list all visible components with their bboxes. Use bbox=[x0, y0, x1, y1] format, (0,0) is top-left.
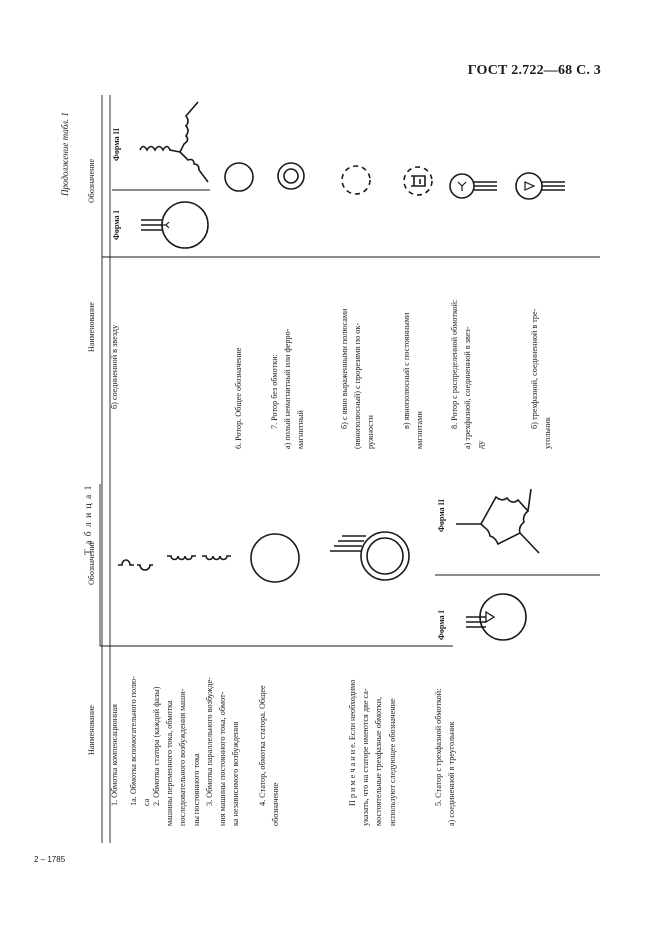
row-text: ду bbox=[476, 440, 486, 449]
row-text: б) трехфазной, соединенной в тре- bbox=[530, 308, 539, 429]
rotor-circle-icon bbox=[225, 163, 253, 191]
row-text: 3. Обмотка параллельного возбужде- bbox=[204, 677, 214, 806]
row-text: ны постоянного тока bbox=[191, 753, 201, 826]
page-header: ГОСТ 2.722—68 С. 3 bbox=[467, 63, 601, 78]
row-text: магнитами bbox=[415, 411, 425, 449]
row-text: 2. Обмотка статора (каждой фазы) bbox=[152, 686, 161, 806]
page-footer: 2 – 1785 bbox=[34, 855, 66, 864]
row-text: а) трехфазной, соединенной в звез- bbox=[463, 326, 473, 449]
row-text: а) полый немагнитный или ферро- bbox=[283, 328, 293, 449]
stator-star-form2-icon bbox=[140, 102, 208, 182]
left-title: Т а б л и ц а 1 bbox=[84, 484, 94, 555]
row-text: указать, что на статоре имеются две са- bbox=[361, 688, 371, 826]
parallel-winding-icon bbox=[202, 556, 231, 560]
row-text: 8. Ротор с распределенной обмоткой: bbox=[450, 299, 459, 429]
right-form1-label: Форма I bbox=[112, 210, 121, 240]
auxiliary-pole-winding-icon bbox=[137, 565, 153, 570]
compensation-winding-icon bbox=[118, 560, 134, 565]
row-text: са bbox=[142, 798, 152, 806]
row-text: ния машины постоянного тока, обмот- bbox=[218, 691, 228, 826]
row-text: обозначение bbox=[271, 782, 281, 826]
rotor-salient-pole-icon bbox=[342, 166, 370, 194]
row-text: б) с явно выраженными полюсами bbox=[340, 308, 349, 429]
row-text: (явнополюсный) с прорезями по ок- bbox=[353, 322, 363, 449]
right-row-5b: б) соединенной в звезду bbox=[110, 324, 119, 409]
right-form2-label: Форма II bbox=[112, 128, 121, 161]
row-text: 5. Статор с трехфазной обмоткой: bbox=[434, 688, 443, 806]
rotor-hollow-icon bbox=[278, 163, 304, 189]
stator-star-form1-icon bbox=[141, 202, 208, 248]
row-text: а) соединенной в треугольник bbox=[447, 721, 457, 826]
right-title: Продолжение табл. 1 bbox=[60, 112, 70, 196]
stator-delta-form1-icon bbox=[466, 594, 526, 640]
row-text: П р и м е ч а н и е. Если необходимо bbox=[348, 679, 357, 806]
stator-circle-icon bbox=[251, 534, 299, 582]
left-form1-label: Форма I bbox=[437, 610, 446, 640]
rotor-three-phase-delta-icon bbox=[516, 173, 565, 199]
row-text: в) явнополюсный с постоянными bbox=[402, 312, 411, 429]
stator-delta-form2-icon bbox=[456, 489, 539, 553]
rotor-three-phase-star-icon bbox=[450, 174, 497, 198]
row-text: 1а. Обмотка вспомогательного полю- bbox=[129, 675, 139, 806]
row-text: последовательного возбуждения маши- bbox=[178, 688, 188, 826]
right-row-6: 6. Ротор. Общее обозначение bbox=[234, 347, 243, 449]
rotor-permanent-magnet-icon bbox=[404, 167, 432, 195]
row-text: 1. Обмотка компенсационная bbox=[110, 704, 119, 806]
row-text: машины переменного тока, обмотка bbox=[165, 700, 175, 826]
right-col-symbol: Обозначение bbox=[87, 158, 96, 203]
row-text: ка независимого возбуждения bbox=[231, 721, 241, 826]
left-form2-label: Форма II bbox=[437, 499, 446, 532]
row-text: угольник bbox=[543, 417, 553, 449]
left-col-symbol: Обозначение bbox=[87, 540, 96, 585]
stator-winding-icon bbox=[167, 556, 196, 560]
row-text: ружности bbox=[366, 415, 376, 449]
left-col-name: Наименование bbox=[87, 705, 96, 755]
row-text: 7. Ротор без обмотки: bbox=[270, 354, 279, 429]
row-text: мостоятельные трехфазные обмотки, bbox=[374, 696, 384, 826]
row-text: магнитный bbox=[296, 410, 306, 449]
row-text: используют следующее обозначение bbox=[387, 698, 397, 826]
row-text: 4. Статор, обмотка статора. Общее bbox=[258, 685, 267, 806]
stator-two-windings-icon bbox=[330, 532, 409, 580]
right-col-name: Наименование bbox=[87, 302, 96, 352]
